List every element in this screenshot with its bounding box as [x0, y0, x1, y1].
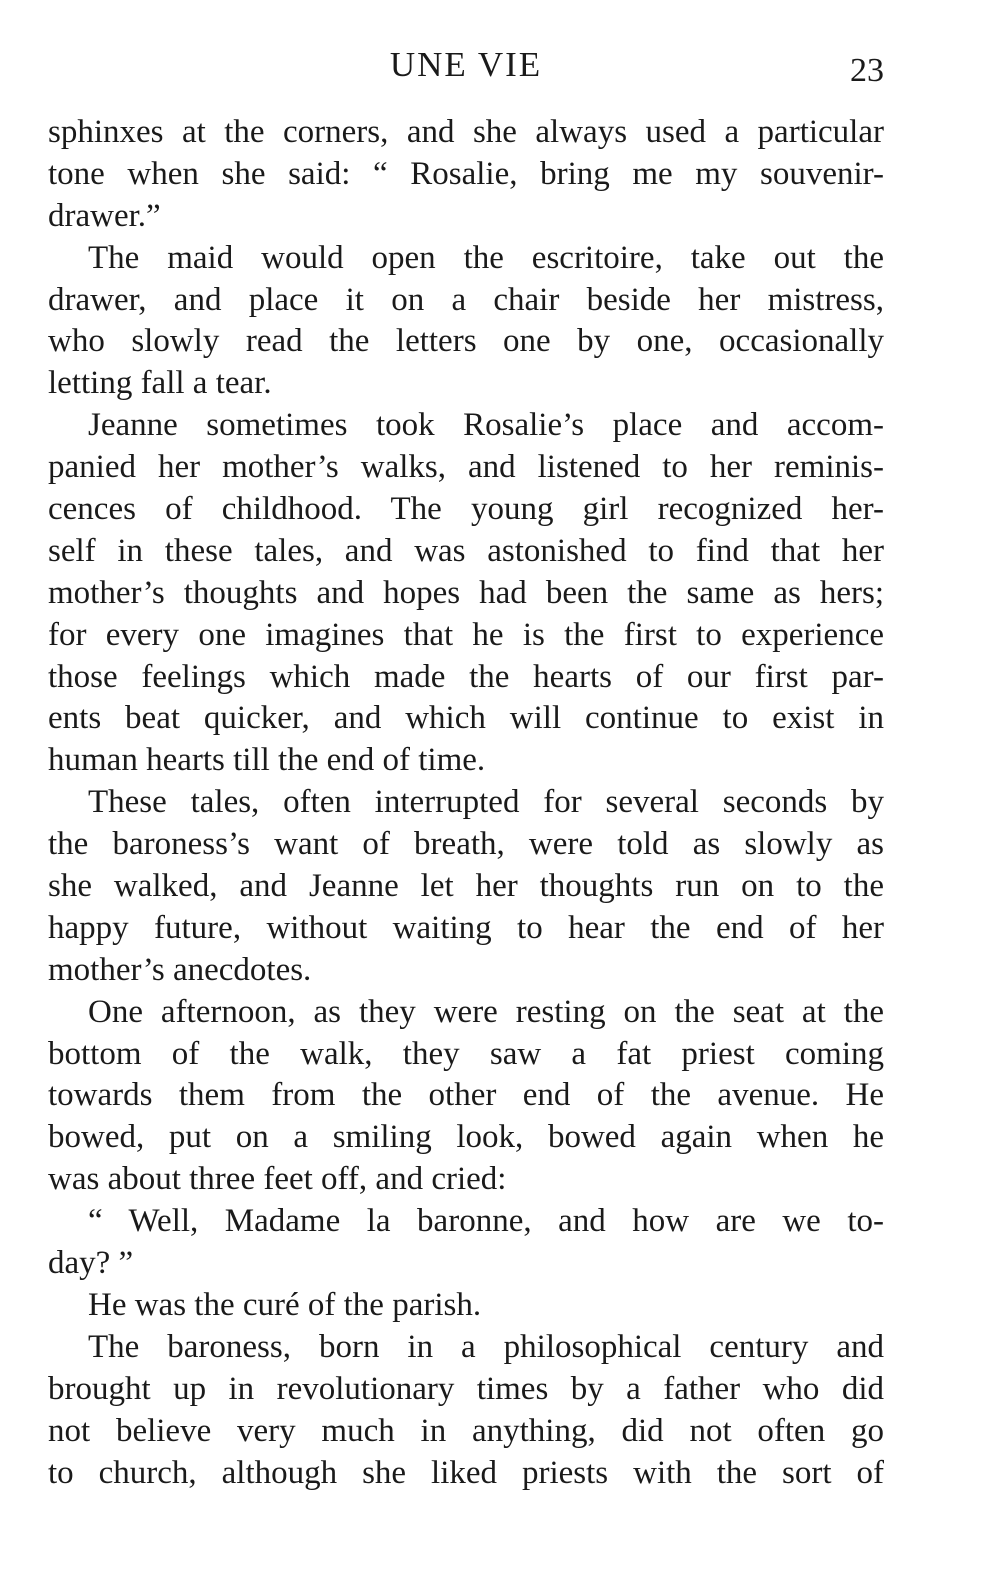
text-line: for every one imagines that he is the first to experience — [48, 616, 884, 653]
text-line: day? ” — [48, 1245, 134, 1282]
page-number: 23 — [850, 52, 884, 89]
text-line: “ Well, Madame la baronne, and how are we to- — [88, 1203, 884, 1240]
text-line: to church, although she liked priests with the sort of — [48, 1454, 884, 1491]
text-line: was about three feet off, and cried: — [48, 1161, 507, 1198]
text-line: These tales, often interrupted for several seconds by — [88, 784, 884, 821]
text-line: who slowly read the letters one by one, occasionally — [48, 323, 884, 360]
text-line: towards them from the other end of the avenue. He — [48, 1077, 884, 1114]
text-line: The maid would open the escritoire, take out the — [88, 239, 884, 276]
text-line: He was the curé of the parish. — [88, 1286, 482, 1323]
text-line: drawer, and place it on a chair beside her mistress, — [48, 281, 884, 318]
text-line: bowed, put on a smiling look, bowed again when he — [48, 1119, 884, 1156]
text-line: self in these tales, and was astonished to find that her — [48, 532, 884, 569]
text-line: brought up in revolutionary times by a father who did — [48, 1370, 884, 1407]
text-line: tone when she said: “ Rosalie, bring me my souvenir- — [48, 155, 884, 192]
text-line: she walked, and Jeanne let her thoughts run on to the — [48, 868, 884, 905]
running-head — [48, 42, 884, 88]
text-line: those feelings which made the hearts of our first par- — [48, 658, 884, 695]
running-title: UNE VIE — [389, 45, 543, 84]
text-line: ents beat quicker, and which will continue to exist in — [48, 700, 884, 737]
text-line: Jeanne sometimes took Rosalie’s place and accom- — [88, 407, 884, 444]
text-line: not believe very much in anything, did not often go — [48, 1412, 884, 1449]
text-line: cences of childhood. The young girl recognized her- — [48, 491, 884, 528]
text-line: letting fall a tear. — [48, 365, 272, 402]
text-line: One afternoon, as they were resting on the seat at the — [88, 993, 884, 1030]
text-line: mother’s anecdotes. — [48, 951, 312, 988]
text-line: mother’s thoughts and hopes had been the same as hers; — [48, 574, 884, 611]
text-line: The baroness, born in a philosophical century and — [88, 1328, 884, 1365]
text-line: drawer.” — [48, 197, 161, 234]
text-line: the baroness’s want of breath, were told as slowly as — [48, 826, 884, 863]
text-line: happy future, without waiting to hear the end of her — [48, 909, 884, 946]
text-line: human hearts till the end of time. — [48, 742, 486, 779]
text-line: panied her mother’s walks, and listened to her reminis- — [48, 449, 884, 486]
text-line: bottom of the walk, they saw a fat priest coming — [48, 1035, 884, 1072]
text-line: sphinxes at the corners, and she always used a particular — [48, 114, 884, 150]
body-text — [48, 112, 884, 1494]
